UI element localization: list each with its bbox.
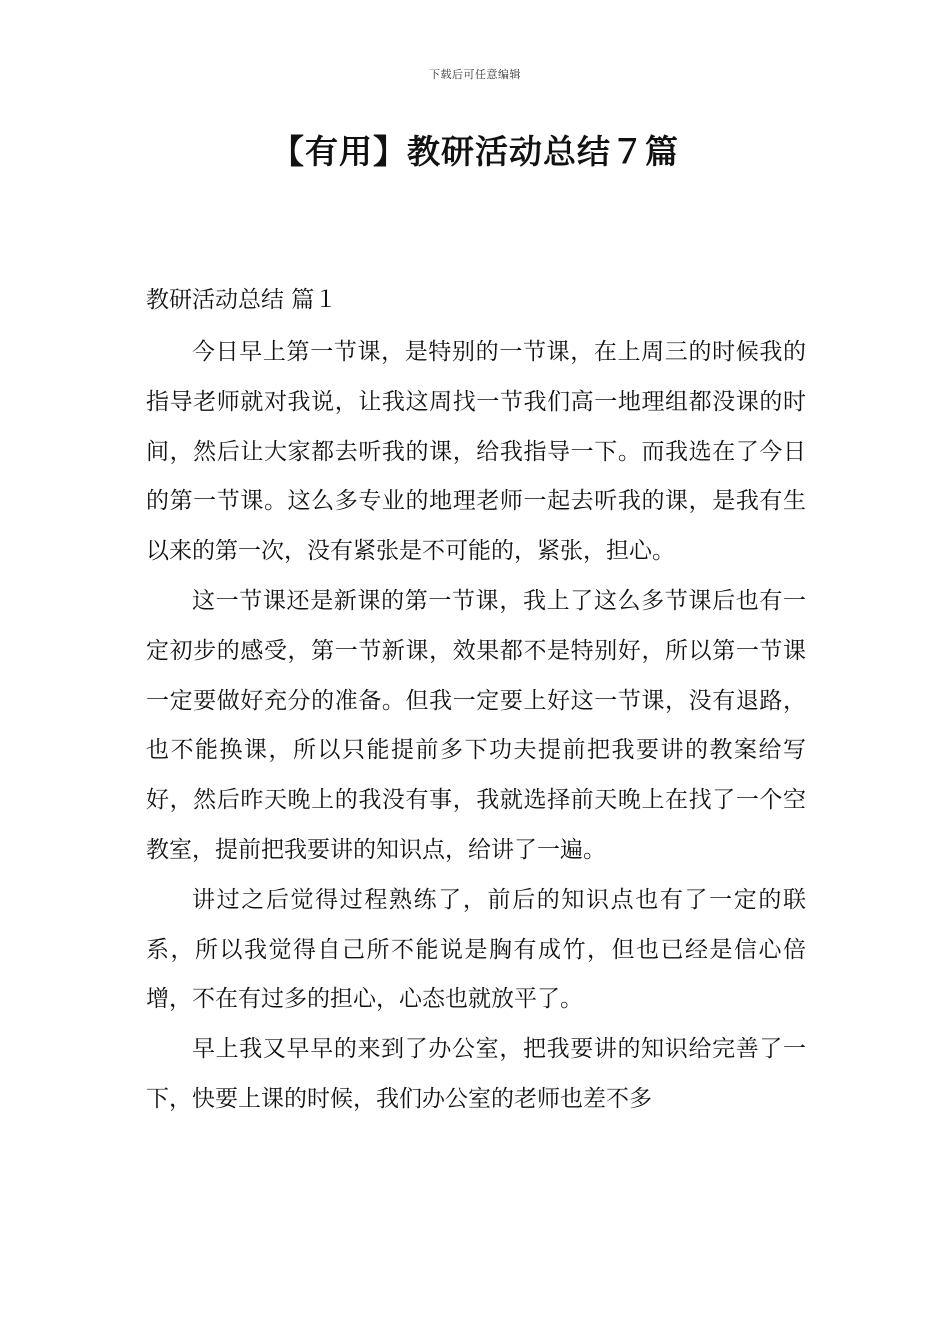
document-body — [146, 280, 806, 1125]
paragraph-4: 早上我又早早的来到了办公室，把我要讲的知识给完善了一下，快要上课的时候，我们办公室的老师也差不多 — [146, 1036, 806, 1112]
section-heading: 教研活动总结 篇１ — [146, 287, 338, 313]
paragraph-2: 这一节课还是新课的第一节课，我上了这么多节课后也有一定初步的感受，第一节新课，效果都不是特别好，所以第一节课一定要做好充分的准备。但我一定要上好这一节课，没有退路，也不能换课，所以只能提前多下功夫提前把我要讲的教案给写好，然后昨天晚上的我没有事，我就选择前天晚上在找了一个空教室，提前把我要讲的知识点，给讲了一遍。 — [146, 587, 806, 863]
paragraph-1: 今日早上第一节课，是特别的一节课，在上周三的时候我的指导老师就对我说，让我这周找一节我们高一地理组都没课的时间，然后让大家都去听我的课，给我指导一下。而我选在了今日的第一节课。这么多专业的地理老师一起去听我的课，是我有生以来的第一次，没有紧张是不可能的，紧张，担心。 — [146, 339, 806, 565]
paragraph-3: 讲过之后觉得过程熟练了，前后的知识点也有了一定的联系，所以我觉得自己所不能说是胸有成竹，但也已经是信心倍增，不在有过多的担心，心态也就放平了。 — [146, 886, 806, 1013]
document-title: 【有用】教研活动总结７篇 — [271, 132, 679, 171]
header-note: 下载后可任意编辑 — [429, 68, 521, 81]
